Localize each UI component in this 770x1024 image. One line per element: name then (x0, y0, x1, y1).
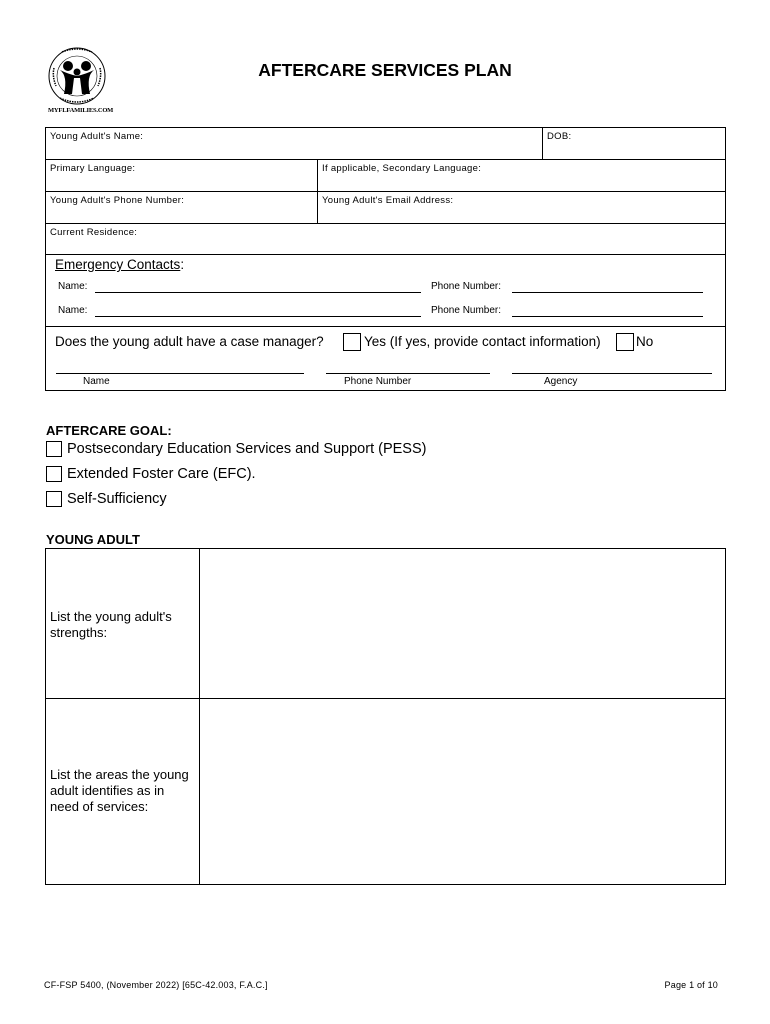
contact-row (46, 192, 725, 224)
phone-field[interactable] (46, 192, 317, 223)
strengths-input[interactable] (200, 549, 725, 698)
dob-field[interactable] (543, 128, 725, 159)
name-row (46, 128, 725, 160)
case-manager-yes-label: Yes (If yes, provide contact information) (364, 334, 601, 349)
secondary-language-label: If applicable, Secondary Language: (322, 163, 482, 174)
form-id-footer: CF-FSP 5400, (November 2022) [65C-42.003, F.A.C.] (44, 980, 268, 990)
emergency-name-label-1: Name: (58, 281, 88, 292)
secondary-language-field[interactable] (318, 160, 725, 191)
residence-field[interactable] (46, 224, 725, 254)
language-row (46, 160, 725, 192)
page-number: Page 1 of 10 (664, 980, 718, 990)
needs-input[interactable] (200, 699, 725, 884)
aftercare-goal-title: AFTERCARE GOAL: (46, 423, 172, 438)
young-adult-section-title: YOUNG ADULT (46, 532, 140, 547)
goal-self-sufficiency-label: Self-Sufficiency (67, 491, 167, 507)
emergency-phone-input-2[interactable] (512, 316, 703, 317)
emergency-name-label-2: Name: (58, 305, 88, 316)
case-manager-agency-caption: Agency (544, 376, 578, 387)
case-manager-name-input[interactable] (56, 373, 304, 374)
young-adult-info-table (45, 127, 726, 391)
goal-efc-checkbox[interactable] (46, 466, 62, 482)
case-manager-name-caption: Name (83, 376, 110, 387)
residence-label: Current Residence: (50, 227, 138, 238)
goal-pess-checkbox[interactable] (46, 441, 62, 457)
case-manager-no-checkbox[interactable] (616, 333, 634, 351)
case-manager-no-label: No (636, 334, 654, 349)
primary-language-label: Primary Language: (50, 163, 136, 174)
goal-efc-label: Extended Foster Care (EFC). (67, 466, 256, 482)
dcf-logo (44, 46, 114, 118)
name-field[interactable] (46, 128, 542, 159)
page-title: AFTERCARE SERVICES PLAN (258, 60, 512, 80)
dob-label: DOB: (547, 131, 572, 142)
emergency-phone-label-1: Phone Number: (431, 281, 502, 292)
email-field[interactable] (318, 192, 725, 223)
emergency-name-input-1[interactable] (95, 292, 421, 293)
divider (46, 326, 725, 327)
case-manager-agency-input[interactable] (512, 373, 712, 374)
young-adult-table (45, 548, 726, 885)
emergency-name-input-2[interactable] (95, 316, 421, 317)
name-label: Young Adult's Name: (50, 131, 144, 142)
needs-label: List the areas the young adult identifies as in need of services: (50, 767, 189, 814)
emergency-phone-label-2: Phone Number: (431, 305, 502, 316)
emergency-phone-input-1[interactable] (512, 292, 703, 293)
goal-self-sufficiency-checkbox[interactable] (46, 491, 62, 507)
phone-label: Young Adult's Phone Number: (50, 195, 185, 206)
goal-pess-label: Postsecondary Education Services and Support (PESS) (67, 441, 427, 457)
email-label: Young Adult's Email Address: (322, 195, 454, 206)
residence-row (46, 224, 725, 255)
case-manager-question: Does the young adult have a case manager? (55, 334, 324, 349)
case-manager-phone-caption: Phone Number (344, 376, 412, 387)
logo-url-text: MYFLFAMILIES.COM (48, 107, 114, 114)
emergency-contacts-title: Emergency Contacts: (55, 257, 185, 272)
primary-language-field[interactable] (46, 160, 317, 191)
case-manager-yes-checkbox[interactable] (343, 333, 361, 351)
strengths-label: List the young adult's strengths: (50, 609, 172, 640)
case-manager-phone-input[interactable] (326, 373, 490, 374)
